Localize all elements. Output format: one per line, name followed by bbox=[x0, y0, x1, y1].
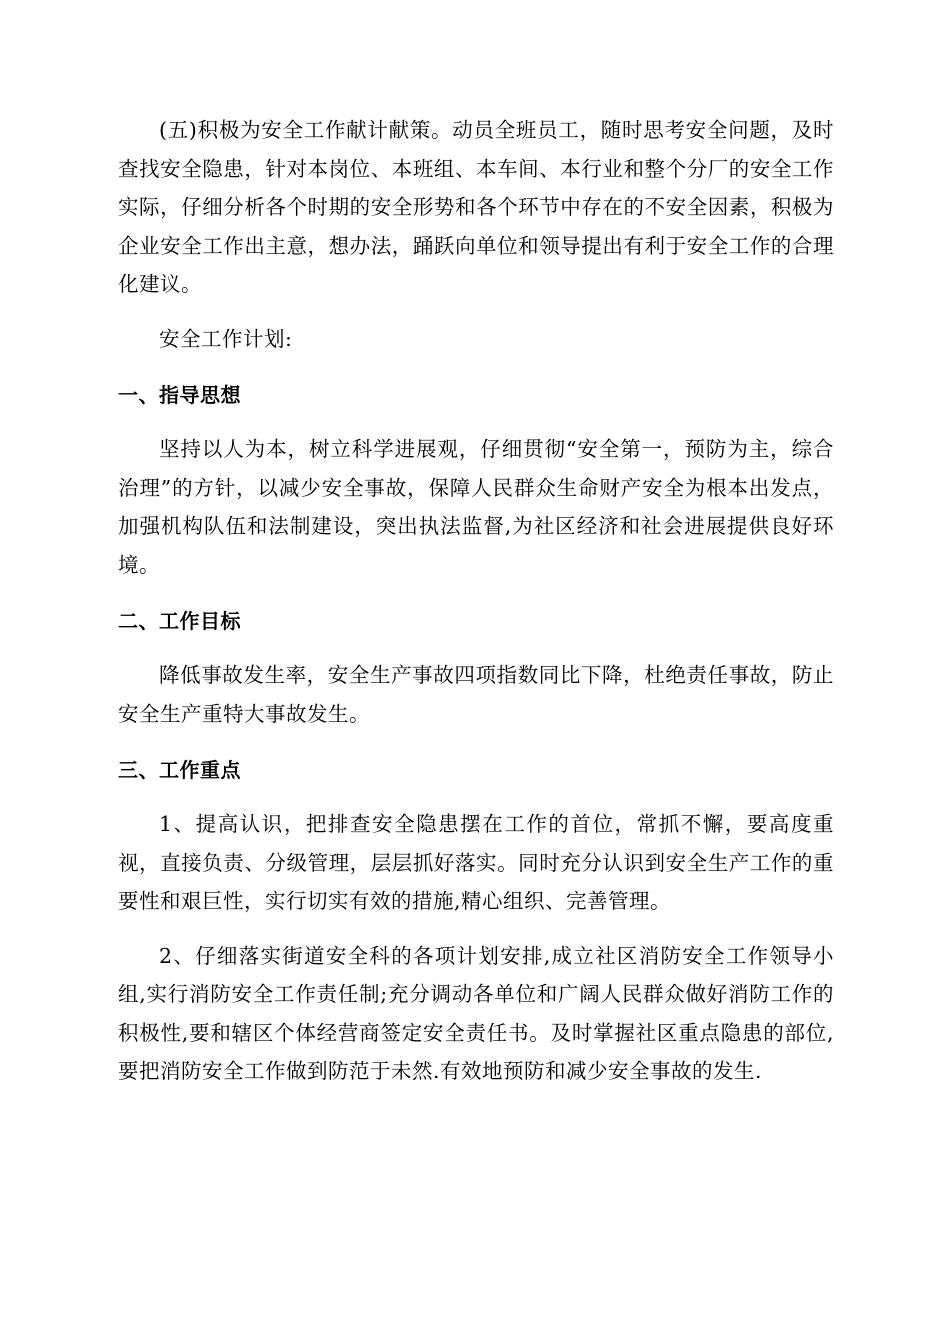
work-goal-paragraph: 降低事故发生率，安全生产事故四项指数同比下降，杜绝责任事故，防止安全生产重特大事故发生。 bbox=[118, 663, 834, 726]
plan-label: 安全工作计划: bbox=[159, 326, 293, 351]
guiding-thought-paragraph: 坚持以人为本，树立科学进展观，仔细贯彻“安全第一，预防为主，综合治理”的方针，以减少安全事故，保障人民群众生命财产安全为根本出发点，加强机构队伍和法制建设，突出执法监督,为社区经济和社会进展提供良好环境。 bbox=[118, 437, 834, 577]
document-page bbox=[118, 111, 834, 1091]
section-heading-work-goal: 二、工作目标 bbox=[118, 609, 241, 633]
intro-paragraph: (五)积极为安全工作献计献策。动员全班员工，随时思考安全问题，及时查找安全隐患，针对本岗位、本班组、本车间、本行业和整个分厂的安全工作实际，仔细分析各个时期的安全形势和各个环节中存在的不安全因素，积极为企业安全工作出主意，想办法，踊跃向单位和领导提出有利于安全工作的合理化建议。 bbox=[118, 118, 834, 296]
work-focus-item-2: 2、仔细落实街道安全科的各项计划安排,成立社区消防安全工作领导小组,实行消防安全工作责任制;充分调动各单位和广阔人民群众做好消防工作的积极性,要和辖区个体经营商签定安全责任书。及时掌握社区重点隐患的部位,要把消防安全工作做到防范于未然.有效地预防和减少安全事故的发生. bbox=[118, 943, 834, 1083]
work-focus-item-1: 1、提高认识，把排查安全隐患摆在工作的首位，常抓不懈，要高度重视，直接负责、分级管理，层层抓好落实。同时充分认识到安全生产工作的重要性和艰巨性，实行切实有效的措施,精心组织、完善管理。 bbox=[118, 812, 834, 913]
section-heading-work-focus: 三、工作重点 bbox=[118, 758, 241, 782]
section-heading-guiding-thought: 一、指导思想 bbox=[118, 383, 241, 407]
